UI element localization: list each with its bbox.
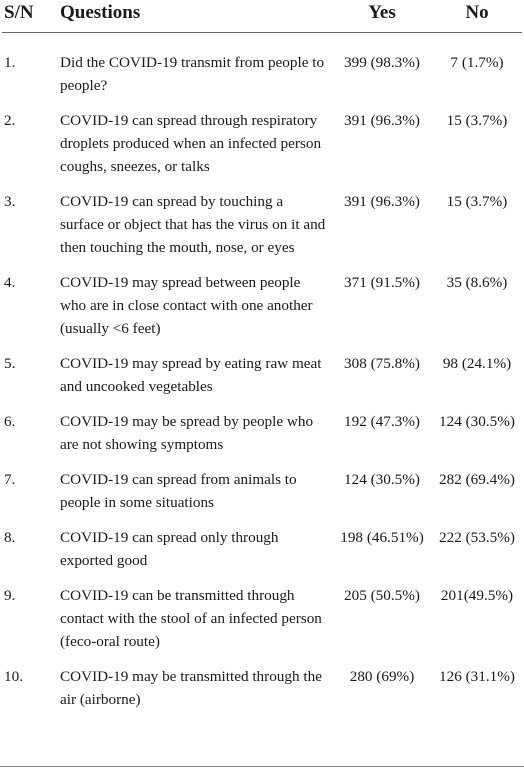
- table-header: [2, 0, 522, 33]
- table-body: [2, 33, 522, 715]
- row-yes: 192 (47.3%): [344, 413, 420, 430]
- table-row: [2, 401, 522, 459]
- row-no: 124 (30.5%): [439, 413, 515, 430]
- row-question: COVID-19 can be transmitted through contact with the stool of an infected person (feco-oral route): [60, 587, 322, 650]
- row-sn: 5.: [4, 355, 16, 372]
- row-yes: 308 (75.8%): [344, 355, 420, 372]
- row-yes: 280 (69%): [349, 668, 415, 685]
- row-no: 222 (53.5%): [439, 529, 515, 546]
- row-sn: 6.: [4, 413, 16, 430]
- row-question: COVID-19 can spread only through exported good: [60, 529, 279, 569]
- row-sn: 1.: [4, 54, 16, 71]
- row-no: 15 (3.7%): [446, 112, 508, 129]
- row-no: 98 (24.1%): [442, 355, 512, 372]
- row-question: COVID-19 can spread through respiratory droplets produced when an infected person coughs, sneezes, or talks: [60, 112, 322, 175]
- row-question: COVID-19 may be spread by people who are not showing symptoms: [60, 413, 314, 453]
- row-no: 35 (8.6%): [446, 274, 508, 291]
- row-yes: 371 (91.5%): [344, 274, 420, 291]
- header-yes: Yes: [368, 2, 396, 23]
- table-row: [2, 262, 522, 343]
- header-row: [2, 0, 522, 33]
- table-row: [2, 343, 522, 401]
- header-no: No: [465, 2, 489, 23]
- row-no: 7 (1.7%): [450, 54, 504, 71]
- header-sn: S/N: [4, 2, 34, 23]
- table-row: [2, 517, 522, 575]
- row-sn: 2.: [4, 112, 16, 129]
- table-row: [2, 181, 522, 262]
- row-sn: 4.: [4, 274, 16, 291]
- row-sn: 10.: [4, 668, 23, 685]
- row-yes: 391 (96.3%): [344, 112, 420, 129]
- row-no: 201(49.5%): [440, 587, 514, 604]
- row-question: COVID-19 may spread by eating raw meat and uncooked vegetables: [60, 355, 322, 395]
- row-sn: 9.: [4, 587, 16, 604]
- row-question: Did the COVID-19 transmit from people to people?: [60, 54, 325, 94]
- row-sn: 3.: [4, 193, 16, 210]
- row-question: COVID-19 can spread from animals to people in some situations: [60, 471, 297, 511]
- row-question: COVID-19 can spread by touching a surface or object that has the virus on it and then touching the mouth, nose, or eyes: [60, 193, 326, 256]
- row-question: COVID-19 may spread between people who are in close contact with one another (usually <6 feet): [60, 274, 313, 337]
- table-row: [2, 575, 522, 656]
- table-row: [2, 100, 522, 181]
- row-yes: 124 (30.5%): [344, 471, 420, 488]
- table-bottom-rule: [0, 766, 524, 767]
- row-sn: 8.: [4, 529, 16, 546]
- row-no: 282 (69.4%): [439, 471, 515, 488]
- row-no: 15 (3.7%): [446, 193, 508, 210]
- table-row: [2, 33, 522, 101]
- row-yes: 198 (46.51%): [340, 529, 424, 546]
- row-sn: 7.: [4, 471, 16, 488]
- header-questions: Questions: [60, 2, 141, 23]
- row-yes: 205 (50.5%): [344, 587, 420, 604]
- table-row: [2, 656, 522, 714]
- row-question: COVID-19 may be transmitted through the air (airborne): [60, 668, 322, 708]
- row-yes: 391 (96.3%): [344, 193, 420, 210]
- knowledge-table: [2, 0, 522, 714]
- row-no: 126 (31.1%): [439, 668, 515, 685]
- row-yes: 399 (98.3%): [344, 54, 420, 71]
- table-row: [2, 459, 522, 517]
